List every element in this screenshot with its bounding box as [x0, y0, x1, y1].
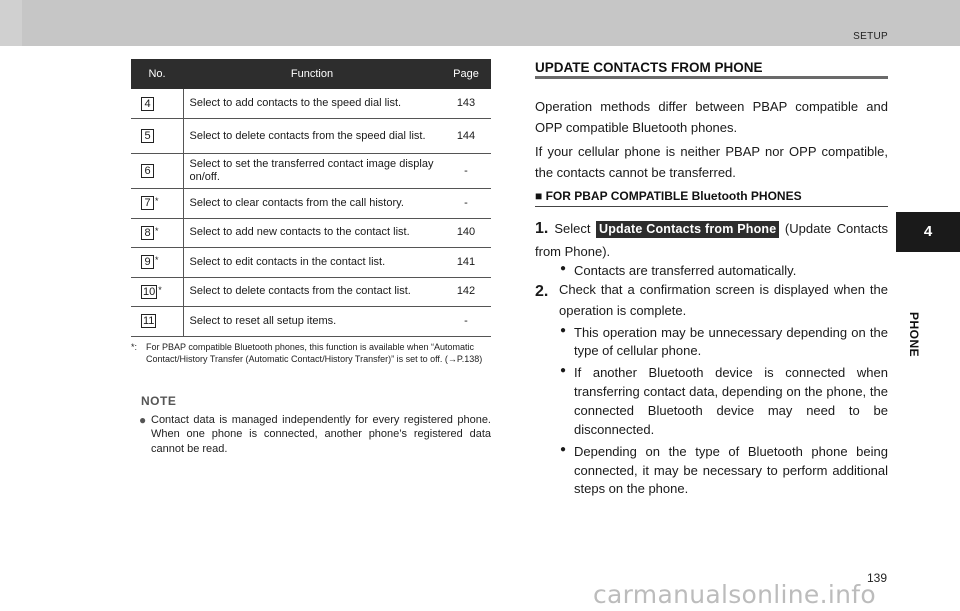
column-header-page: Page: [441, 59, 491, 89]
section-title: UPDATE CONTACTS FROM PHONE: [535, 60, 763, 75]
note-body: [139, 413, 491, 456]
function-cell: Select to add contacts to the speed dial list.: [183, 89, 441, 119]
row-number-badge: 10: [143, 285, 156, 298]
bullet-text: Depending on the type of Bluetooth phone being connected, it may be necessary to perform additional steps on the phone.: [574, 443, 888, 497]
row-number-cell: [131, 89, 183, 119]
list-item: [559, 443, 888, 500]
row-number-cell: [131, 248, 183, 278]
function-cell: Select to clear contacts from the call history.: [183, 189, 441, 219]
table-footnote: [131, 342, 493, 365]
row-number-cell: [131, 307, 183, 337]
function-cell: Select to add new contacts to the contact list.: [183, 218, 441, 248]
footnote-text: For PBAP compatible Bluetooth phones, this function is available when “Automatic Contact/History Transfer (Automatic Contact/History Transfer)” is set to off. (→P.138): [146, 342, 483, 364]
footnote-star: *: [158, 284, 162, 295]
row-number-badge: 5: [141, 129, 154, 143]
table-row: [131, 154, 491, 189]
page-cell: 140: [441, 218, 491, 248]
step-2-bullets: [559, 324, 888, 500]
subheading-divider: [535, 206, 888, 207]
function-cell: Select to set the transferred contact image display on/off.: [183, 154, 441, 189]
row-number-cell: [131, 218, 183, 248]
update-contacts-button-label: Update Contacts from Phone: [596, 221, 779, 238]
page-number: 139: [867, 571, 888, 585]
note-heading: NOTE: [141, 394, 177, 408]
bullet-icon: ●: [139, 413, 147, 427]
table-header-row: [131, 59, 491, 89]
footnote-star: *: [155, 196, 159, 207]
section-tab: [907, 256, 952, 358]
table-row: [131, 307, 491, 337]
subheading: ■ FOR PBAP COMPATIBLE Bluetooth PHONES: [535, 189, 802, 203]
table-row: [131, 248, 491, 278]
page-cell: 144: [441, 119, 491, 154]
bullet-text: This operation may be unnecessary depending on the type of cellular phone.: [574, 324, 888, 359]
step-2: [535, 280, 888, 502]
step-1-pre: Select: [554, 221, 591, 236]
table-row: [131, 277, 491, 307]
row-number-badge: 11: [143, 315, 155, 328]
title-divider: [535, 76, 888, 79]
note-text: Contact data is managed independently for every registered phone. When one phone is connected, another phone’s registered data cannot be read.: [151, 414, 491, 455]
page-cell: 143: [441, 89, 491, 119]
row-number-cell: [131, 189, 183, 219]
footnote-star: *: [155, 225, 159, 236]
row-number-badge: 6: [141, 164, 154, 178]
list-item: [559, 364, 888, 439]
bullet-icon: ●: [560, 365, 567, 377]
intro-paragraph: Operation methods differ between PBAP compatible and OPP compatible Bluetooth phones.: [535, 99, 888, 135]
list-item: [559, 324, 888, 362]
bullet-icon: ●: [560, 443, 567, 455]
function-table: [131, 59, 491, 337]
chapter-tab: 4: [896, 212, 960, 252]
row-number-cell: [131, 277, 183, 307]
function-cell: Select to delete contacts from the speed dial list.: [183, 119, 441, 154]
step-1-bullets: [559, 262, 888, 281]
page-cell: 142: [441, 277, 491, 307]
bullet-icon: ●: [560, 263, 567, 275]
page-cell: 141: [441, 248, 491, 278]
table-row: [131, 119, 491, 154]
row-number-cell: [131, 154, 183, 189]
row-number-badge: 4: [141, 97, 154, 111]
header-bar: [0, 0, 960, 46]
column-header-function: Function: [183, 59, 441, 89]
step-2-line: [535, 280, 888, 322]
row-number-badge: 8: [141, 226, 154, 240]
step-number: 2.: [535, 283, 549, 300]
page-cell: -: [441, 189, 491, 219]
compatibility-paragraph: If your cellular phone is neither PBAP nor OPP compatible, the contacts cannot be transferred.: [535, 144, 888, 180]
watermark: carmanualsonline.info: [593, 580, 876, 609]
table-row: [131, 89, 491, 119]
row-number-badge: 7: [141, 196, 154, 210]
page-cell: -: [441, 154, 491, 189]
footnote-mark: *:: [131, 342, 138, 352]
bullet-icon: ●: [560, 324, 567, 336]
step-2-text: Check that a confirmation screen is displayed when the operation is complete.: [559, 282, 888, 318]
table-row: [131, 189, 491, 219]
column-header-no: No.: [131, 59, 183, 89]
function-cell: Select to delete contacts from the contact list.: [183, 277, 441, 307]
header-bar-inner: [22, 0, 960, 46]
function-cell: Select to reset all setup items.: [183, 307, 441, 337]
step-1: [535, 216, 888, 284]
table-row: [131, 218, 491, 248]
bullet-text: Contacts are transferred automatically.: [574, 263, 797, 279]
section-label: SETUP: [853, 31, 888, 42]
row-number-cell: [131, 119, 183, 154]
step-number: 1.: [535, 220, 549, 237]
section-tab-label: PHONE: [907, 312, 921, 358]
list-item: [559, 262, 888, 281]
row-number-badge: 9: [141, 255, 154, 269]
step-1-post: (Update Contacts from Phone).: [535, 221, 888, 259]
footnote-star: *: [155, 255, 159, 266]
bullet-text: If another Bluetooth device is connected when transferring contact data, depending on the phone, the connected Bluetooth device may need to be disconnected.: [574, 365, 888, 437]
function-cell: Select to edit contacts in the contact list.: [183, 248, 441, 278]
page-cell: -: [441, 307, 491, 337]
step-1-line: [535, 216, 888, 262]
